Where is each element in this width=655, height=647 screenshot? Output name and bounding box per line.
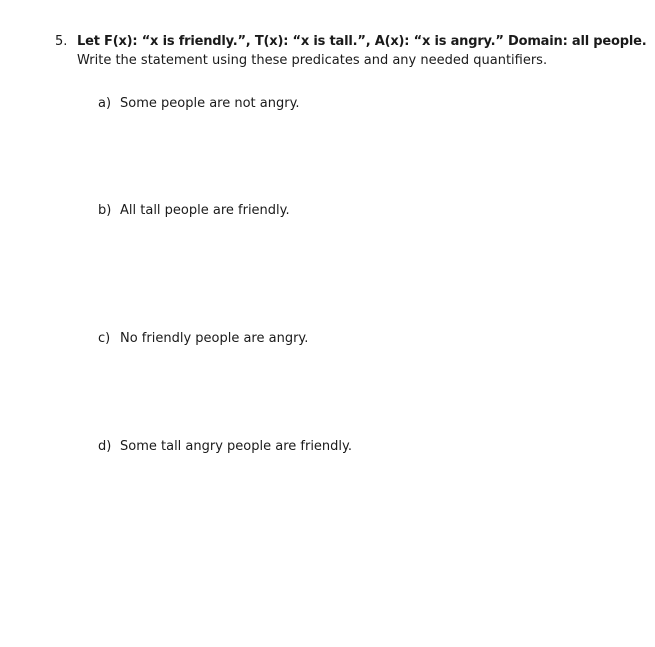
part-a	[98, 95, 300, 113]
part-letter: a)	[98, 96, 112, 111]
part-letter: b)	[98, 203, 112, 218]
part-text: Some tall angry people are friendly.	[120, 439, 353, 454]
part-c	[98, 330, 308, 348]
part-letter: c)	[98, 331, 111, 346]
part-d	[98, 438, 352, 456]
part-text: All tall people are friendly.	[120, 203, 290, 218]
part-b	[98, 202, 290, 220]
part-text: No friendly people are angry.	[120, 331, 309, 346]
problem-number: 5.	[55, 34, 68, 49]
problem-instructions: Write the statement using these predicates and any needed quantifiers.	[77, 53, 548, 68]
problem-statement: Let F(x): “x is friendly.”, T(x): “x is tall.”, A(x): “x is angry.” Domain: all people.	[77, 34, 647, 49]
part-letter: d)	[98, 439, 112, 454]
part-text: Some people are not angry.	[120, 96, 300, 111]
problem-header	[55, 33, 645, 51]
